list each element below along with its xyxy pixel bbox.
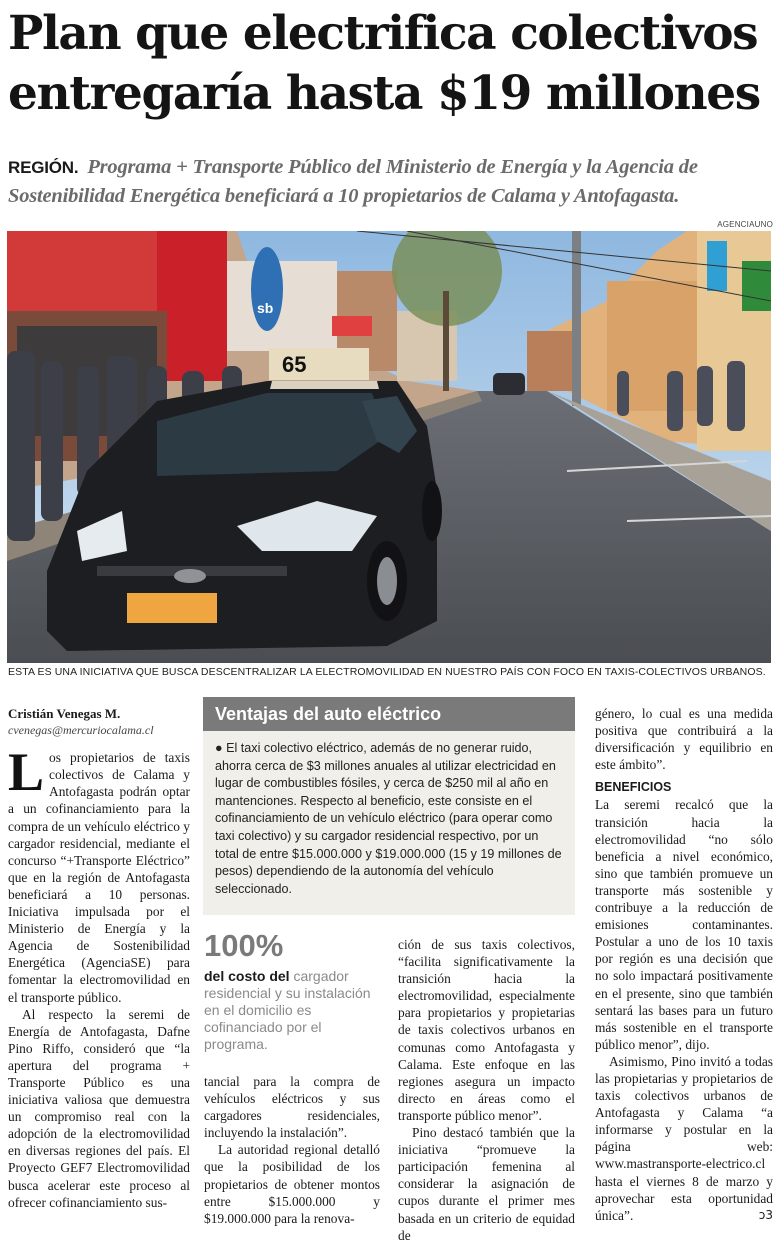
headline-line-2: entregaría hasta $19 millones xyxy=(8,66,760,121)
paragraph-col3-1: ción de sus taxis colectivos, “facilita significativamente la transición hacia la electromovilidad, especialmente para propietarios y propietarias de taxis colectivos urbanos en comunas como Antofagasta y Calama. Este enfoque en las regiones asegura un impacto directo en áreas como el transporte público menor”. xyxy=(398,937,575,1123)
street-photo-illustration xyxy=(7,231,771,663)
photo-credit: AGENCIAUNO xyxy=(717,220,773,229)
paragraph-col4-3-text: Asimismo, Pino invitó a todas las propietarias y propietarios de taxis colectivos urbanos de Antofagasta y Calama “a informarse y postular en la página web: www.mastransporte-electrico.cl hasta el viernes 8 de marzo y aprovechar esta oportunidad única”. xyxy=(595,1053,773,1223)
subhead-kicker: REGIÓN. xyxy=(8,158,79,177)
stat-number: 100% xyxy=(204,928,284,963)
bullet-icon: ● xyxy=(215,741,223,755)
paragraph-col2-2: La autoridad regional detalló que la posibilidad de los propietarios de obtener montos entre $15.000.000 y $19.000.000 para la renova- xyxy=(204,1142,380,1226)
paragraph-col2-1: tancial para la compra de vehículos eléctricos y sus cargadores residenciales, incluyendo la instalación”. xyxy=(204,1074,380,1141)
paragraph-col4-3 xyxy=(595,1053,773,1224)
subhead xyxy=(8,153,773,211)
byline-email: cvenegas@mercuriocalama.cl xyxy=(8,723,154,738)
headline-line-1: Plan que electrifica colectivos xyxy=(8,6,758,61)
stat-rest: cargador residencial y su instalación en el domicilio es cofinanciado por el programa. xyxy=(204,968,371,1052)
sidebar-box-title: Ventajas del auto eléctrico xyxy=(203,697,575,731)
article-column-2 xyxy=(204,1073,380,1227)
lead-paragraph-text: os propietarios de taxis colectivos de Calama y Antofagasta podrán optar a un cofinanciamiento para la compra de un vehículo eléctrico y cargador residencial, mediante el concurso “+Transporte Eléctrico” que en la región de Antofagasta beneficiará a 10 personas. Iniciativa impulsada por el Ministerio de Energía y la Agencia de Sostenibilidad Energética (AgenciaSE) para fomentar la electromovilidad en el transporte público. xyxy=(8,750,190,1005)
article-column-1 xyxy=(8,705,190,1211)
lead-paragraph xyxy=(8,742,190,1005)
sidebar-box-body xyxy=(203,731,575,915)
headline xyxy=(8,4,776,124)
stat-bold: del costo del xyxy=(204,968,290,984)
stat-description xyxy=(204,968,379,1053)
street-photo xyxy=(7,231,771,663)
store-sign: sb xyxy=(257,300,274,316)
paragraph-seremi-quote: Al respecto la seremi de Energía de Antofagasta, Dafne Pino Riffo, consideró que “la apertura del programa + Transporte Público es una iniciativa valiosa que demuestra un compromiso real con la adopción de la electromovilidad en diversas regiones del país. El Proyecto GEF7 Electromovilidad busca acelerar este proceso al ofrecer cofinanciamiento sus- xyxy=(8,1006,190,1210)
article-column-4 xyxy=(595,705,773,1224)
byline-author: Cristián Venegas M. xyxy=(8,706,121,721)
subhead-text: Programa + Transporte Público del Ministerio de Energía y la Agencia de Sostenibilidad Energética beneficiará a 10 propietarios de Calama y Antofagasta. xyxy=(8,156,698,207)
paragraph-col3-2: Pino destacó también que la iniciativa “promueve la participación femenina al considerar la asignación de cupos durante el primer mes basada en un criterio de equidad de xyxy=(398,1125,575,1243)
paragraph-col4-1: género, lo cual es una medida positiva que contribuirá a la diversificación y equilibrio en este ámbito”. xyxy=(595,706,773,773)
drop-cap: L xyxy=(8,742,45,803)
paragraph-col4-2: La seremi recalcó que la transición hacia la electromovilidad “no sólo beneficia a nivel económico, sino que también promueve un transporte más sostenible y contribuye a la reducción de emisiones contaminantes. Postular a uno de los 10 taxis por región es una decisión que no solo impactará positivamente en el presente, sino que también sentará las bases para un futuro más sostenible en el transporte público menor”, dijo. xyxy=(595,797,773,1052)
end-mark-icon: ↄ3 xyxy=(758,1207,773,1222)
taxi-roof-sign: 65 xyxy=(282,352,307,377)
article-column-3 xyxy=(398,936,575,1244)
sidebar-box-text: El taxi colectivo eléctrico, además de no generar ruido, ahorra cerca de $3 millones anuales al utilizar electricidad en lugar de combustibles fósiles, y cerca de $250 mil al año en mantenciones. Respecto al beneficio, este consiste en el cofinanciamiento de un vehículo eléctrico (para operar como taxi colectivo) y su cargador residencial respectivo, por un total de entre $15.000.000 y $19.000.000 (15 y 19 millones de pesos) dependiendo de la autonomía del vehículo seleccionado. xyxy=(215,741,562,896)
photo-caption: ESTA ES UNA INICIATIVA QUE BUSCA DESCENTRALIZAR LA ELECTROMOVILIDAD EN NUESTRO PAÍS CON FOCO EN TAXIS-COLECTIVOS URBANOS. xyxy=(8,666,766,678)
section-heading-beneficios: BENEFICIOS xyxy=(595,780,672,795)
